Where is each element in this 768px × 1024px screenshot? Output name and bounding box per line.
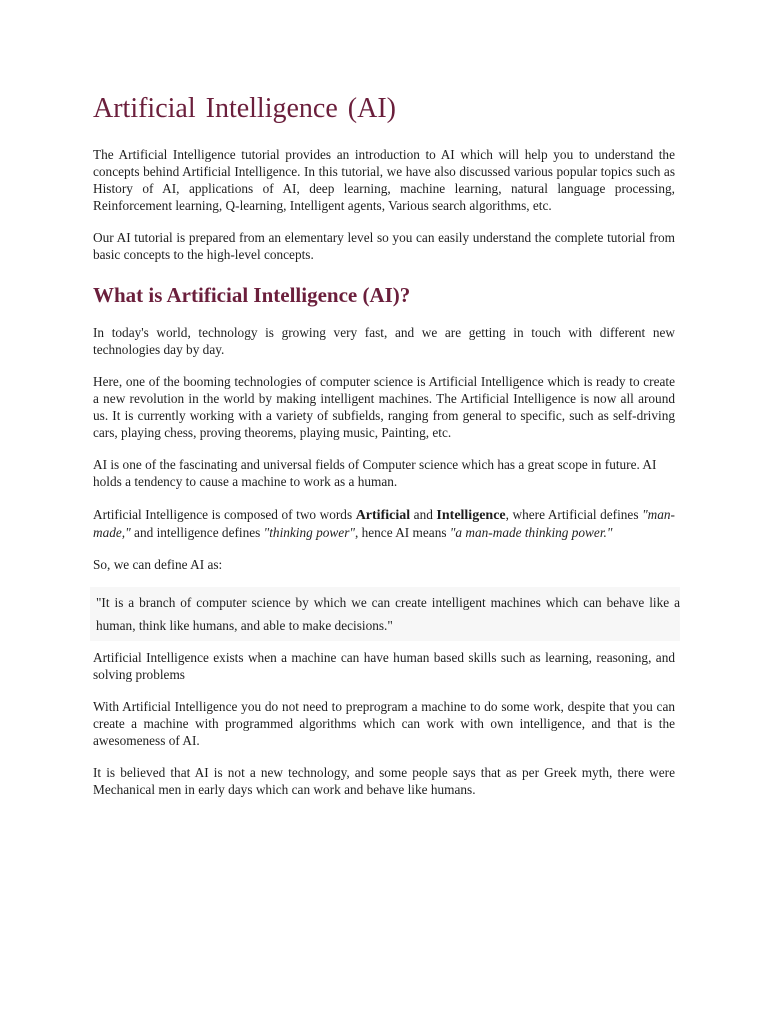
- term-intelligence: Intelligence: [436, 508, 506, 523]
- composed-text: , hence AI means: [354, 525, 450, 540]
- term-artificial: Artificial: [355, 508, 411, 523]
- composed-text: and: [410, 507, 437, 522]
- page-title: Artificial Intelligence (AI): [93, 93, 396, 124]
- paragraph-booming-technologies: Here, one of the booming technologies of computer science is Artificial Intelligence which is ready to create a new revolution in the world by making intelligent machines. The Artificial Intelligence is now all around us. It is currently working with a variety of subfields, ranging from general to specific, such as self-driving cars, playing chess, proving theorems, playing music, Painting, etc.: [93, 374, 675, 440]
- emphasis-thinking-power: "thinking power": [263, 525, 355, 540]
- composed-text: and intelligence defines: [130, 525, 264, 540]
- paragraph-preprogram: With Artificial Intelligence you do not need to preprogram a machine to do some work, despite that you can create a machine with programmed algorithms which can work with own intelligence, and that is the awesomeness of AI.: [93, 699, 675, 748]
- paragraph-human-skills: Artificial Intelligence exists when a machine can have human based skills such as learning, reasoning, and solving problems: [93, 650, 675, 682]
- paragraph-composed-of-two-words: [93, 506, 675, 541]
- paragraph-universal-fields: AI is one of the fascinating and universal fields of Computer science which has a great scope in future. AI holds a tendency to cause a machine to work as a human.: [93, 457, 657, 489]
- composed-text: , where Artificial defines: [505, 507, 643, 522]
- definition-quote: "It is a branch of computer science by which we can create intelligent machines which can behave like a human, think like humans, and able to make decisions.": [90, 587, 680, 641]
- emphasis-man-made: "man-made,": [93, 507, 675, 540]
- paragraph-greek-myth: It is believed that AI is not a new technology, and some people says that as per Greek myth, there were Mechanical men in early days which can work and behave like humans.: [93, 765, 675, 797]
- composed-text: Artificial Intelligence is composed of two words: [93, 507, 356, 522]
- emphasis-man-made-thinking-power: "a man-made thinking power.": [449, 525, 613, 540]
- paragraph-todays-world: In today's world, technology is growing very fast, and we are getting in touch with different new technologies day by day.: [93, 325, 675, 357]
- intro-paragraph: The Artificial Intelligence tutorial provides an introduction to AI which will help you to understand the concepts behind Artificial Intelligence. In this tutorial, we have also discussed various popular topics such as History of AI, applications of AI, deep learning, machine learning, natural language processing, Reinforcement learning, Q-learning, Intelligent agents, Various search algorithms, etc.: [93, 147, 675, 213]
- intro-paragraph-level: Our AI tutorial is prepared from an elementary level so you can easily understand the complete tutorial from basic concepts to the high-level concepts.: [93, 230, 675, 262]
- section-heading: What is Artificial Intelligence (AI)?: [93, 283, 411, 307]
- define-lead: So, we can define AI as:: [93, 557, 223, 572]
